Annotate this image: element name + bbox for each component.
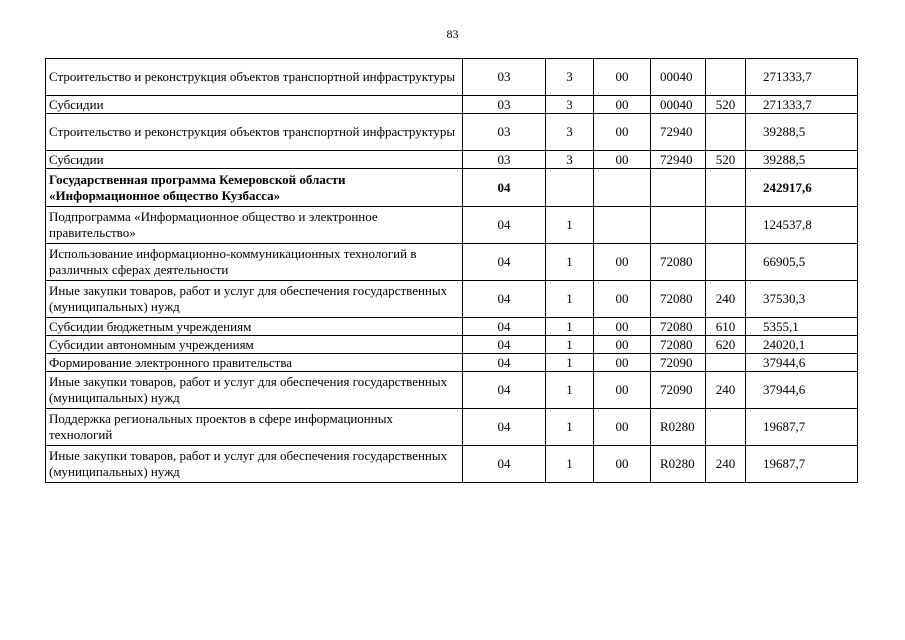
row-sum-cell: 242917,6 <box>746 169 858 207</box>
row-name-cell: Поддержка региональных проектов в сфере информационных технологий <box>46 409 463 446</box>
table-row <box>46 59 858 96</box>
row-name-cell: Иные закупки товаров, работ и услуг для обеспечения государственных (муниципальных) нужд <box>46 281 463 318</box>
row-section-cell: 03 <box>463 151 546 169</box>
row-subprogram-cell: 1 <box>546 336 594 354</box>
row-direction-cell <box>651 207 706 244</box>
table-row <box>46 114 858 151</box>
row-kind-cell <box>706 114 746 151</box>
row-program-cell: 00 <box>594 372 651 409</box>
row-subprogram-cell <box>546 169 594 207</box>
row-kind-cell: 610 <box>706 318 746 336</box>
row-subprogram-cell: 3 <box>546 96 594 114</box>
row-program-cell: 00 <box>594 96 651 114</box>
budget-table <box>45 58 858 483</box>
row-name-cell: Субсидии автономным учреждениям <box>46 336 463 354</box>
table-row <box>46 446 858 483</box>
table-row <box>46 169 858 207</box>
table-row <box>46 409 858 446</box>
row-program-cell: 00 <box>594 354 651 372</box>
row-program-cell <box>594 207 651 244</box>
table-row <box>46 336 858 354</box>
row-section-cell: 04 <box>463 244 546 281</box>
row-program-cell: 00 <box>594 59 651 96</box>
row-direction-cell: 72080 <box>651 318 706 336</box>
row-subprogram-cell: 1 <box>546 354 594 372</box>
row-direction-cell: 72090 <box>651 372 706 409</box>
row-direction-cell: 72080 <box>651 336 706 354</box>
row-section-cell: 04 <box>463 281 546 318</box>
row-name-cell: Строительство и реконструкция объектов транспортной инфраструктуры <box>46 59 463 96</box>
row-section-cell: 03 <box>463 96 546 114</box>
row-direction-cell <box>651 169 706 207</box>
row-program-cell <box>594 169 651 207</box>
row-program-cell: 00 <box>594 446 651 483</box>
row-kind-cell: 520 <box>706 151 746 169</box>
row-subprogram-cell: 3 <box>546 151 594 169</box>
row-sum-cell: 19687,7 <box>746 409 858 446</box>
row-kind-cell: 620 <box>706 336 746 354</box>
row-direction-cell: 72080 <box>651 244 706 281</box>
row-sum-cell: 66905,5 <box>746 244 858 281</box>
row-direction-cell: R0280 <box>651 446 706 483</box>
row-kind-cell <box>706 59 746 96</box>
row-section-cell: 04 <box>463 409 546 446</box>
row-kind-cell <box>706 169 746 207</box>
row-kind-cell: 240 <box>706 281 746 318</box>
row-kind-cell: 240 <box>706 446 746 483</box>
row-direction-cell: 00040 <box>651 96 706 114</box>
row-sum-cell: 39288,5 <box>746 114 858 151</box>
page-number: 83 <box>446 27 459 41</box>
row-program-cell: 00 <box>594 244 651 281</box>
table-row <box>46 318 858 336</box>
row-subprogram-cell: 1 <box>546 446 594 483</box>
row-program-cell: 00 <box>594 281 651 318</box>
row-subprogram-cell: 1 <box>546 409 594 446</box>
table-row <box>46 207 858 244</box>
row-name-cell: Субсидии бюджетным учреждениям <box>46 318 463 336</box>
row-sum-cell: 271333,7 <box>746 59 858 96</box>
row-sum-cell: 19687,7 <box>746 446 858 483</box>
row-direction-cell: R0280 <box>651 409 706 446</box>
row-direction-cell: 72090 <box>651 354 706 372</box>
row-name-cell: Строительство и реконструкция объектов транспортной инфраструктуры <box>46 114 463 151</box>
row-program-cell: 00 <box>594 409 651 446</box>
row-section-cell: 04 <box>463 354 546 372</box>
table-row <box>46 151 858 169</box>
row-sum-cell: 5355,1 <box>746 318 858 336</box>
row-sum-cell: 24020,1 <box>746 336 858 354</box>
row-section-cell: 04 <box>463 169 546 207</box>
row-section-cell: 03 <box>463 114 546 151</box>
row-program-cell: 00 <box>594 114 651 151</box>
table-body <box>46 59 858 483</box>
row-name-cell: Государственная программа Кемеровской области «Информационное общество Кузбасса» <box>46 169 463 207</box>
row-subprogram-cell: 3 <box>546 114 594 151</box>
row-direction-cell: 72080 <box>651 281 706 318</box>
row-direction-cell: 72940 <box>651 151 706 169</box>
row-section-cell: 04 <box>463 372 546 409</box>
row-program-cell: 00 <box>594 336 651 354</box>
table-row <box>46 96 858 114</box>
table-row <box>46 354 858 372</box>
table-row <box>46 372 858 409</box>
row-section-cell: 03 <box>463 59 546 96</box>
row-subprogram-cell: 3 <box>546 59 594 96</box>
row-kind-cell <box>706 244 746 281</box>
row-sum-cell: 37944,6 <box>746 354 858 372</box>
row-kind-cell <box>706 409 746 446</box>
row-subprogram-cell: 1 <box>546 207 594 244</box>
row-kind-cell: 520 <box>706 96 746 114</box>
row-name-cell: Субсидии <box>46 151 463 169</box>
row-section-cell: 04 <box>463 207 546 244</box>
row-subprogram-cell: 1 <box>546 318 594 336</box>
row-section-cell: 04 <box>463 446 546 483</box>
row-kind-cell <box>706 354 746 372</box>
row-sum-cell: 37944,6 <box>746 372 858 409</box>
row-name-cell: Иные закупки товаров, работ и услуг для обеспечения государственных (муниципальных) нужд <box>46 446 463 483</box>
table-row <box>46 244 858 281</box>
row-sum-cell: 271333,7 <box>746 96 858 114</box>
row-program-cell: 00 <box>594 318 651 336</box>
row-subprogram-cell: 1 <box>546 372 594 409</box>
row-section-cell: 04 <box>463 318 546 336</box>
row-name-cell: Использование информационно-коммуникационных технологий в различных сферах деятельности <box>46 244 463 281</box>
row-sum-cell: 39288,5 <box>746 151 858 169</box>
table-row <box>46 281 858 318</box>
row-direction-cell: 00040 <box>651 59 706 96</box>
row-section-cell: 04 <box>463 336 546 354</box>
row-name-cell: Субсидии <box>46 96 463 114</box>
row-name-cell: Подпрограмма «Информационное общество и электронное правительство» <box>46 207 463 244</box>
row-direction-cell: 72940 <box>651 114 706 151</box>
row-kind-cell: 240 <box>706 372 746 409</box>
row-name-cell: Формирование электронного правительства <box>46 354 463 372</box>
row-sum-cell: 37530,3 <box>746 281 858 318</box>
row-subprogram-cell: 1 <box>546 281 594 318</box>
row-kind-cell <box>706 207 746 244</box>
row-sum-cell: 124537,8 <box>746 207 858 244</box>
row-name-cell: Иные закупки товаров, работ и услуг для обеспечения государственных (муниципальных) нужд <box>46 372 463 409</box>
row-program-cell: 00 <box>594 151 651 169</box>
row-subprogram-cell: 1 <box>546 244 594 281</box>
